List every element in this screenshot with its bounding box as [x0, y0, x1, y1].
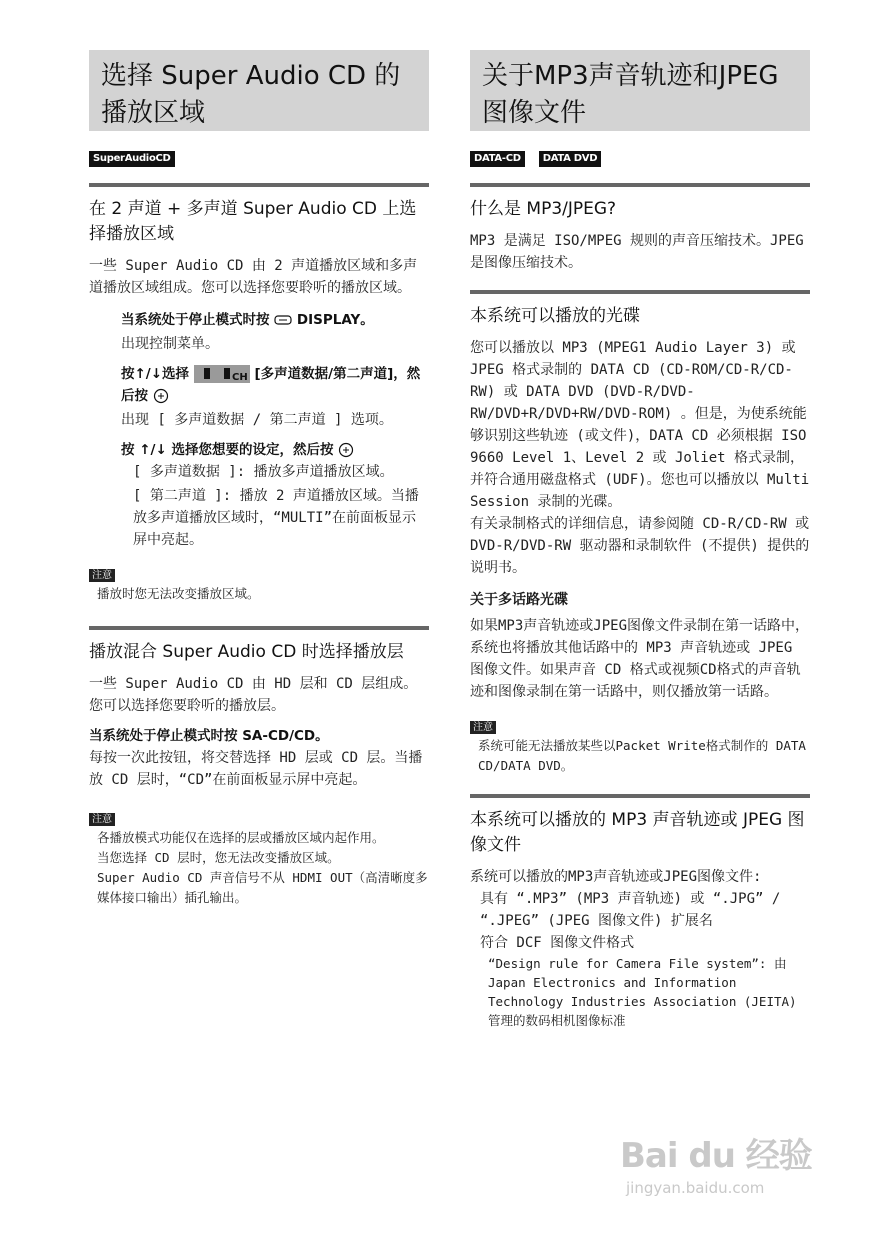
section-body: 您可以播放以 MP3 (MPEG1 Audio Layer 3) 或 JPEG 格式录制的 DATA CD (CD-ROM/CD-R/CD-RW) 或 DATA DVD (DVD-R/DVD-RW/DVD+R/DVD+RW/DVD-ROM) 。但是，为使系统能够识别这些轨迹 (或文件)，DATA CD 必须根据 ISO 9660 Level 1、Level 2 或 Joliet 格式录制，并符合通用磁盘格式 (UDF)。您也可以播放以 Multi Session 录制的光碟。 [470, 340, 810, 510]
option-multichannel: [ 多声道数据 ]: 播放多声道播放区域。 [133, 464, 394, 480]
note-label: 注意 [470, 721, 496, 734]
section-body: MP3 是满足 ISO/MPEG 规则的声音压缩技术。JPEG 是图像压缩技术。 [470, 233, 804, 271]
note-label: 注意 [89, 569, 115, 582]
note-item: 当您选择 CD 层时，您无法改变播放区域。 [97, 850, 340, 865]
section-intro: 一些 Super Audio CD 由 2 声道播放区域和多声道播放区域组成。您可以选择您要聆听的播放区域。 [89, 258, 418, 296]
right-badges [470, 151, 810, 171]
left-title: 选择 Super Audio CD 的播放区域 [89, 50, 429, 131]
section-heading: 本系统可以播放的 MP3 声音轨迹或 JPEG 图像文件 [470, 810, 805, 855]
enter-button-icon [153, 388, 169, 404]
display-button-icon [274, 314, 292, 326]
note-item: 各播放模式功能仅在选择的层或播放区域内起作用。 [97, 830, 385, 845]
data-dvd-badge: DATA DVD [539, 151, 601, 167]
section-heading: 播放混合 Super Audio CD 时选择播放层 [89, 642, 404, 662]
super-audio-cd-badge: SuperAudioCD [89, 151, 175, 167]
section-divider [470, 794, 810, 798]
subsection-heading: 关于多话路光碟 [470, 592, 568, 608]
option-second-channel: [ 第二声道 ]: 播放 2 声道播放区域。当播放多声道播放区域时，“MULTI”在前面板显示屏中亮起。 [133, 488, 419, 548]
step-2: 按↑/↓选择 CH [多声道数据/第二声道]，然后按 [121, 366, 421, 404]
note-block [470, 715, 810, 776]
enter-button-icon [338, 442, 354, 458]
note-block [89, 807, 429, 908]
section-body: 系统可以播放的MP3声音轨迹或JPEG图像文件: [470, 869, 762, 885]
data-cd-badge: DATA-CD [470, 151, 525, 167]
step-2-result: 出现 [ 多声道数据 / 第二声道 ] 选项。 [121, 412, 393, 428]
watermark-url: jingyan.baidu.com [626, 1179, 765, 1197]
left-column [89, 50, 429, 908]
svg-text:CH: CH [231, 372, 248, 383]
list-item: 具有 “.MP3” (MP3 声音轨迹) 或 “.JPG” / “.JPEG” (JPEG 图像文件) 扩展名 [480, 891, 781, 929]
step-3: 按 ↑/↓ 选择您想要的设定，然后按 [121, 439, 429, 461]
section-divider [89, 183, 429, 187]
list-item: 符合 DCF 图像文件格式 [480, 935, 635, 951]
note-block [89, 563, 429, 604]
step-sacd: 当系统处于停止模式时按 SA-CD/CD。 [89, 728, 329, 744]
section-heading: 什么是 MP3/JPEG? [470, 199, 617, 219]
note-label: 注意 [89, 813, 115, 826]
left-badges [89, 151, 429, 171]
channel-icon [194, 365, 250, 383]
section-divider [470, 183, 810, 187]
section-divider [89, 626, 429, 630]
step-sacd-body: 每按一次此按钮，将交替选择 HD 层或 CD 层。当播放 CD 层时，“CD”在前面板显示屏中亮起。 [89, 750, 423, 788]
section-intro: 一些 Super Audio CD 由 HD 层和 CD 层组成。您可以选择您要聆听的播放层。 [89, 676, 418, 714]
steps [89, 309, 429, 551]
step-1: 当系统处于停止模式时按 DISPLAY。 [121, 312, 374, 328]
section-body: 有关录制格式的详细信息，请参阅随 CD-R/CD-RW 或 DVD-R/DVD-RW 驱动器和录制软件 (不提供) 提供的说明书。 [470, 516, 810, 576]
file-list [470, 888, 810, 954]
footnote: “Design rule for Camera File system”: 由 Japan Electronics and Information Technology Industries Association (JEITA) 管理的数码相机图像标准 [488, 956, 797, 1028]
step-1-result: 出现控制菜单。 [121, 336, 219, 352]
note-text: 播放时您无法改变播放区域。 [97, 586, 260, 601]
baidu-watermark [620, 1128, 820, 1218]
note-text: 系统可能无法播放某些以Packet Write格式制作的 DATA CD/DATA DVD。 [478, 738, 806, 773]
note-item: Super Audio CD 声音信号不从 HDMI OUT（高清晰度多媒体接口输出）插孔输出。 [97, 870, 428, 905]
baidu-logo: Bai du 经验 [620, 1136, 812, 1176]
right-column [470, 50, 810, 1030]
section-heading: 在 2 声道 + 多声道 Super Audio CD 上选择播放区域 [89, 199, 417, 244]
section-heading: 本系统可以播放的光碟 [470, 306, 640, 326]
section-divider [470, 290, 810, 294]
right-title: 关于MP3声音轨迹和JPEG图像文件 [470, 50, 810, 131]
subsection-body: 如果MP3声音轨迹或JPEG图像文件录制在第一话路中，系统也将播放其他话路中的 MP3 声音轨迹或 JPEG 图像文件。如果声音 CD 格式或视频CD格式的声音轨迹和图像录制在第一话路中，则仅播放第一话路。 [470, 618, 809, 700]
